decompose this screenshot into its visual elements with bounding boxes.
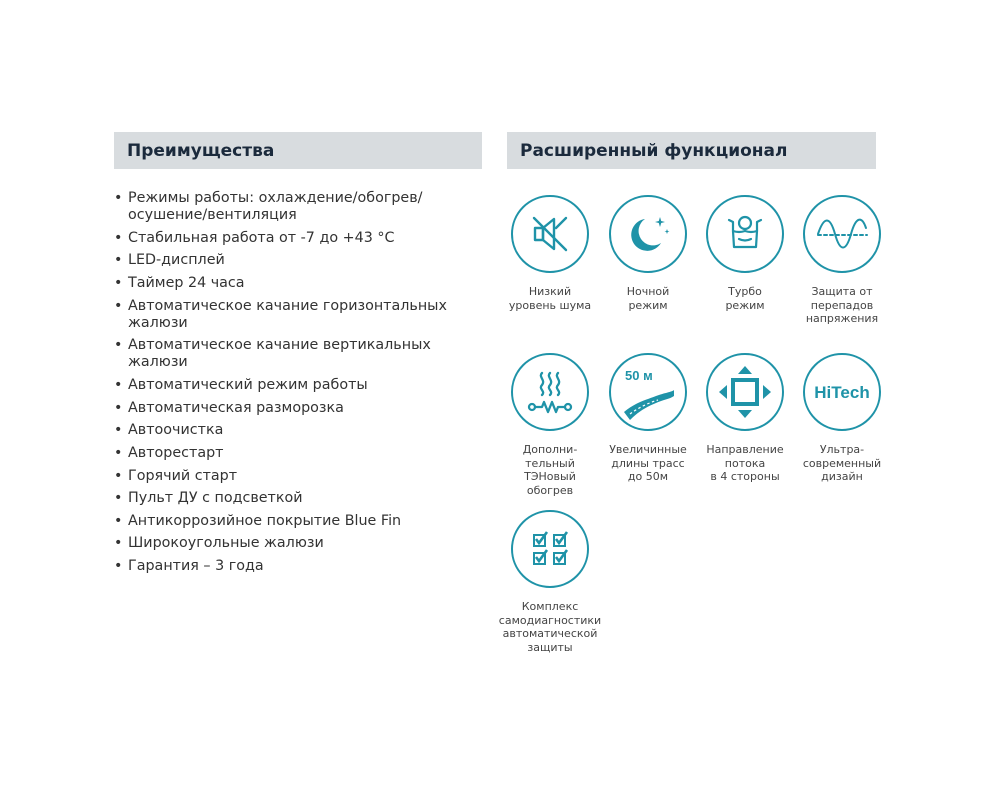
list-item: • Автоматическая разморозка xyxy=(114,400,484,417)
hitech-badge: HiTech xyxy=(814,383,870,402)
advantages-header xyxy=(114,132,482,169)
checklist-icon xyxy=(511,510,589,588)
four-way-arrows-icon xyxy=(706,353,784,431)
feature-caption: Защита от перепадов напряжения xyxy=(805,285,879,325)
heating-element-icon xyxy=(511,353,589,431)
feature-caption: Направление потока в 4 стороны xyxy=(706,443,784,483)
advantages-title: Преимущества xyxy=(127,140,275,161)
list-item: • Автоматическое качание горизонтальных жалюзи xyxy=(114,298,484,332)
list-item: • Автоматическое качание вертикальных жалюзи xyxy=(114,337,484,371)
list-item: • Таймер 24 часа xyxy=(114,275,484,292)
muted-speaker-icon xyxy=(511,195,589,273)
list-item: • Авторестарт xyxy=(114,445,484,462)
feature-caption: Увеличинные длины трасс до 50м xyxy=(609,443,687,483)
list-item: • Широкоугольные жалюзи xyxy=(114,535,484,552)
list-item: • Стабильная работа от -7 до +43 °С xyxy=(114,230,484,247)
list-item: • Гарантия – 3 года xyxy=(114,558,484,575)
list-item: • Пульт ДУ с подсветкой xyxy=(114,490,484,507)
list-item: • LED-дисплей xyxy=(114,252,484,269)
hitech-icon xyxy=(803,353,881,431)
moon-stars-icon xyxy=(609,195,687,273)
strongman-icon xyxy=(706,195,784,273)
road-length-icon xyxy=(609,353,687,431)
list-item: • Автоматический режим работы xyxy=(114,377,484,394)
feature-caption: Ночной режим xyxy=(626,285,670,312)
road-length-badge: 50 м xyxy=(625,368,653,383)
list-item: • Горячий старт xyxy=(114,468,484,485)
feature-voltage-protection xyxy=(782,195,902,326)
list-item: • Антикоррозийное покрытие Blue Fin xyxy=(114,513,484,530)
feature-modern-design xyxy=(782,353,902,484)
feature-caption: Дополни- тельный ТЭНовый обогрев xyxy=(522,443,578,497)
feature-caption: Турбо режим xyxy=(725,285,765,312)
extended-features-title: Расширенный функционал xyxy=(520,140,788,161)
feature-caption: Ультра- современный дизайн xyxy=(802,443,882,483)
sine-wave-icon xyxy=(803,195,881,273)
feature-caption: Комплекс самодиагностики автоматической защиты xyxy=(498,600,602,654)
extended-features-header xyxy=(507,132,876,169)
advantages-list xyxy=(114,190,484,581)
list-item: • Автоочистка xyxy=(114,422,484,439)
list-item: • Режимы работы: охлаждение/обогрев/ осушение/вентиляция xyxy=(114,190,484,224)
feature-self-diagnostics xyxy=(490,510,610,654)
feature-caption: Низкий уровень шума xyxy=(508,285,592,312)
